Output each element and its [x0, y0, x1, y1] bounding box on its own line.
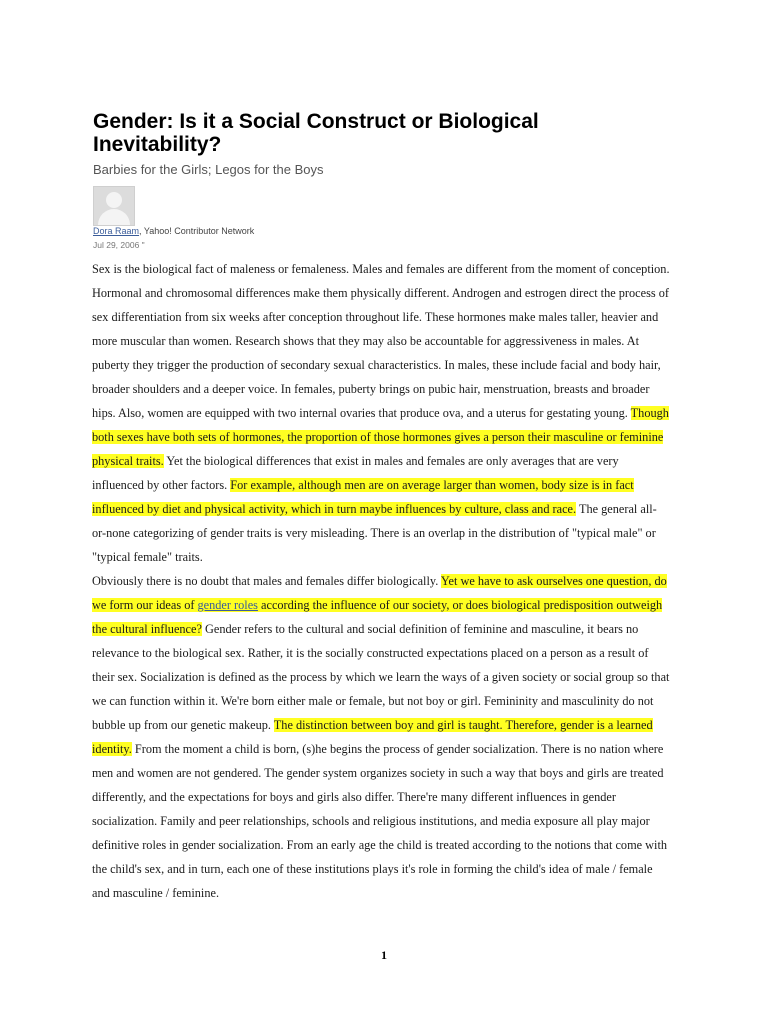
text-run: Sex is the biological fact of maleness or femaleness. Males and females are different from the moment of conception. Hormonal and chromosomal differences make them physically different. Androgen and estrogen direct the process of sex differentiation from six weeks after conception throughout life. These hormones make males taller, heavier and more muscular than women. Research shows that they may also be accountable for aggressiveness in males. At puberty they trigger the production of secondary sexual characteristics. In males, these include facial and body hair, broader shoulders and a deeper voice. In females, puberty brings on pubic hair, menstruation, breasts and broader hips. Also, women are equipped with two internal ovaries that produce ova, and a uterus for gestating young. — [92, 262, 670, 420]
highlighted-text: For example, although men are on average larger than women, body size is in fact influenced by diet and physical activity, which in turn maybe influences by culture, class and race. — [92, 478, 634, 516]
avatar-shoulders-shape — [98, 209, 130, 226]
author-affiliation: , Yahoo! Contributor Network — [139, 226, 255, 236]
page-number: 1 — [381, 948, 387, 962]
text-run: Obviously there is no doubt that males and females differ biologically. — [92, 574, 441, 588]
avatar-head-shape — [106, 192, 122, 208]
text-run: according the influence of our society, or does biological predisposition outweigh the cultural influence? — [92, 598, 663, 636]
gender-roles-link[interactable]: gender roles — [197, 598, 258, 612]
author-avatar — [93, 186, 135, 226]
paragraph-2 — [92, 569, 670, 905]
paragraph-1 — [92, 257, 670, 569]
text-run: From the moment a child is born, (s)he begins the process of gender socialization. There is no nation where men and women are not gendered. The gender system organizes society in such a way that boys and girls are treated differently, and the expectations for boys and girls also differ. There're many different influences in gender socialization. Family and peer relationships, schools and religious institutions, and media exposure all play major definitive roles in gender socialization. From an early age the child is treated according to the notions that come with the child's sex, and in turn, each one of these institutions plays it's role in forming the child's idea of male / female and masculine / feminine. — [92, 742, 668, 900]
text-run: The general all-or-none categorizing of gender traits is very misleading. There is an overlap in the distribution of "typical male" or "typical female" traits. — [92, 502, 657, 564]
text-run: Yet the biological differences that exist in males and females are only averages that are very influenced by other factors. — [92, 454, 619, 492]
author-link[interactable]: Dora Raam — [93, 226, 140, 236]
article-subtitle: Barbies for the Girls; Legos for the Boys — [93, 162, 324, 177]
text-run: Gender refers to the cultural and social definition of feminine and masculine, it bears no relevance to the biological sex. Rather, it is the socially constructed expectations placed on a person as a result of their sex. Socialization is defined as the process by which we learn the ways of a given society or social group so that we can function within it. We're born either male or female, but not boy or girl. Femininity and masculinity do not bubble up from our genetic makeup. — [92, 622, 670, 732]
publish-date: Jul 29, 2006 " — [93, 240, 145, 250]
article-body — [92, 257, 670, 905]
text-run: Yet we have to ask ourselves one question, do we form our ideas of — [92, 574, 667, 612]
article-title: Gender: Is it a Social Construct or Biological Inevitability? — [93, 110, 539, 156]
highlighted-text: Though both sexes have both sets of hormones, the proportion of those hormones gives a person their masculine or feminine physical traits. — [92, 406, 669, 468]
byline — [93, 226, 254, 236]
highlighted-text: The distinction between boy and girl is taught. Therefore, gender is a learned identity. — [92, 718, 653, 756]
